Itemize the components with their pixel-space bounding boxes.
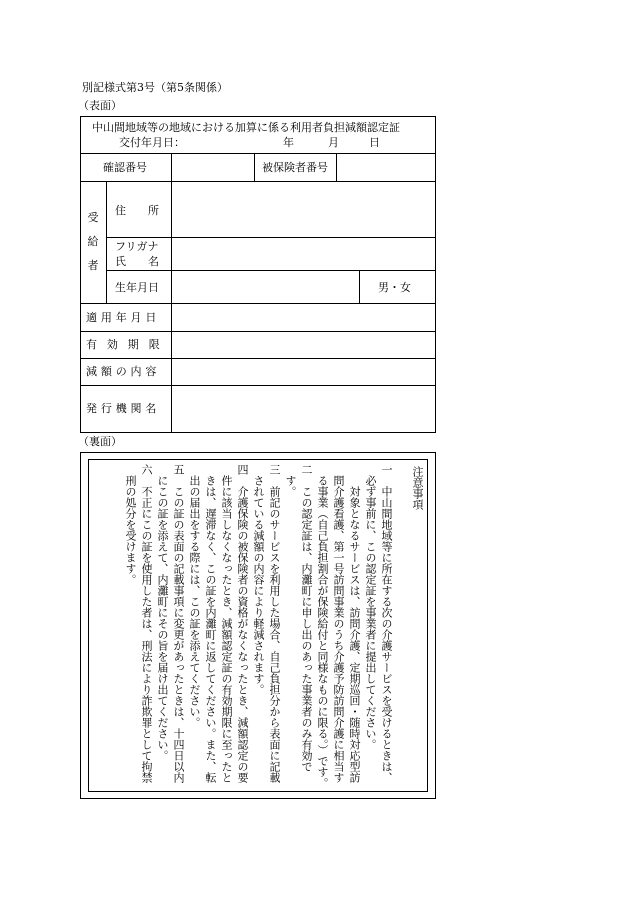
recipient-label: 受 給 者	[87, 211, 99, 272]
note-line: 二 この認定証は、内灘町に申し出のあった事業者のみ有効で	[300, 464, 313, 772]
valid-period-label: 有効期限	[86, 338, 170, 351]
certificate-title: 中山間地域等の地域における加算に係る利用者負担減額認定証	[92, 121, 400, 134]
issue-day-label: 日	[369, 136, 380, 149]
address-label: 住 所	[115, 204, 159, 217]
confirm-number-field[interactable]	[172, 154, 254, 181]
front-label: （表面）	[78, 99, 122, 112]
note-line: 刑の処分を受けます。	[124, 464, 137, 585]
note-line: 件に該当しなくなったとき、減額認定証の有効期限に至ったと	[220, 464, 233, 783]
reduction-content-label: 減額の内容	[86, 365, 161, 378]
note-line: 一 中山間地域等に所在する次の介護サービスを受けるときは、	[380, 464, 393, 783]
note-line: されている減額の内容により軽減されます。	[252, 464, 265, 695]
note-line: 対象となるサービスは、訪問介護、定期巡回・随時対応型訪	[348, 464, 361, 783]
reduction-content-field[interactable]	[172, 359, 435, 385]
address-field[interactable]	[172, 182, 435, 237]
dob-label: 生年月日	[115, 281, 159, 294]
form-number: 別記様式第3号（第5条関係）	[82, 81, 228, 94]
confirm-number-label: 確認番号	[103, 161, 147, 174]
note-line: 四 介護保険の被保険者の資格がなくなったとき、減額認定の要	[236, 464, 249, 783]
dob-field[interactable]	[172, 271, 359, 303]
issue-month-label: 月	[328, 136, 339, 149]
name-label: 氏 名	[115, 255, 159, 268]
note-line: きは、遅滞なく、この証を内灘町に返してください。また、転	[204, 464, 217, 783]
note-line: す。	[284, 464, 297, 497]
name-field[interactable]	[172, 238, 435, 270]
note-line: 五 この証の表面の記載事項に変更があったときは、十四日以内	[172, 464, 185, 783]
note-line: 出の届出をする際には、この証を添えてください。	[188, 464, 201, 728]
note-line: 問介護看護、第一号訪問事業のうち介護予防訪問介護に相当す	[332, 464, 345, 783]
back-label: （裏面）	[78, 435, 122, 448]
furigana-label: フリガナ	[115, 240, 159, 253]
valid-period-field[interactable]	[172, 332, 435, 358]
gender-selector[interactable]: 男・女	[378, 281, 411, 294]
issue-date-label: 交付年月日：	[119, 136, 185, 149]
issuer-field[interactable]	[172, 386, 435, 432]
issue-year-label: 年	[283, 136, 294, 149]
issuer-label: 発行機関名	[86, 402, 161, 415]
note-line: る事業（自己負担割合が保険給付と同様なものに限る。）です。	[316, 464, 329, 789]
insured-number-field[interactable]	[337, 154, 435, 181]
apply-date-field[interactable]	[172, 304, 435, 331]
insured-number-label: 被保険者番号	[262, 161, 328, 174]
note-line: にこの証を添えて、内灘町にその旨を届け出てください。	[156, 464, 169, 761]
note-line: 六 不正にこの証を使用した者は、刑法により詐欺罪として拘禁	[140, 464, 153, 783]
note-line: 三 前記のサービスを利用した場合、自己負担分から表面に記載	[268, 464, 281, 783]
note-line: 必ず事前に、この認定証を事業者に提出してください。	[364, 464, 377, 750]
apply-date-label: 適用年月日	[86, 311, 161, 324]
notes-heading: 注意事項	[411, 466, 424, 510]
